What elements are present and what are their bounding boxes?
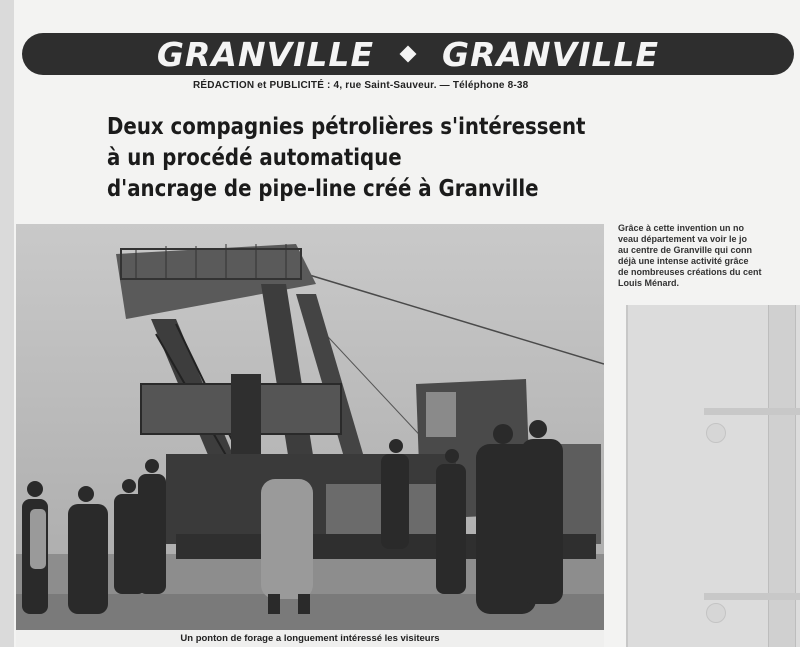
photo-caption: Un ponton de forage a longuement intéressé les visiteurs	[16, 630, 604, 647]
binder-hole	[706, 603, 726, 623]
side-article-line: Louis Ménard.	[618, 278, 680, 288]
contact-line: RÉDACTION et PUBLICITÉ : 4, rue Saint-Sauveur. — Téléphone 8-38	[193, 80, 529, 91]
article-headline	[107, 112, 586, 205]
binder-hole	[706, 423, 726, 443]
page-left-edge	[0, 0, 14, 647]
headline-line: à un procédé automatique	[107, 145, 402, 171]
side-article-line: Grâce à cette invention un no	[618, 223, 745, 233]
side-article-line: déjà une intense activité grâce	[618, 256, 749, 266]
masthead-right-word: GRANVILLE	[442, 34, 660, 74]
side-article-line: veau département va voir le jo	[618, 234, 748, 244]
headline-line: d'ancrage de pipe-line créé à Granville	[107, 176, 539, 202]
binder-tab	[704, 408, 800, 415]
headline-line: Deux compagnies pétrolières s'intéressent	[107, 114, 586, 140]
binder-tab	[704, 593, 800, 600]
masthead-banner	[22, 33, 794, 75]
plastic-binder-sleeve	[626, 305, 800, 647]
side-article-line: au centre de Granville qui conn	[618, 245, 753, 255]
masthead-left-word: GRANVILLE	[156, 34, 374, 74]
side-article	[618, 223, 800, 289]
drilling-platform-photo	[16, 224, 604, 632]
side-article-line: de nombreuses créations du cent	[618, 267, 762, 277]
diamond-icon	[400, 46, 417, 63]
